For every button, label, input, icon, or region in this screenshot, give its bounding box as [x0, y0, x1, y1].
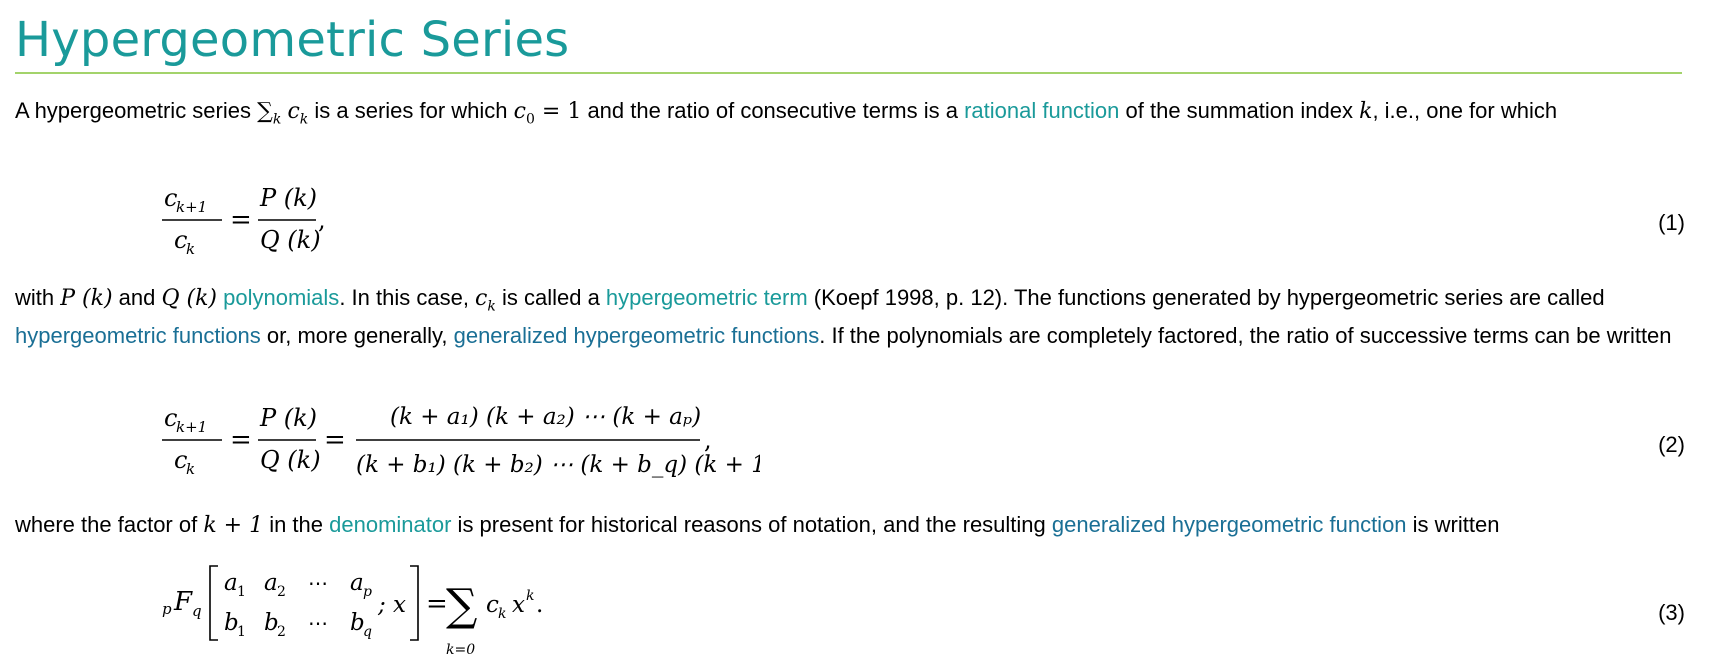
eq3-F: F: [174, 587, 193, 617]
eq3-left-bracket: [210, 566, 218, 640]
eq3-pre-p: p: [162, 600, 172, 618]
eq2-trail: ,: [704, 426, 712, 454]
eq1-num-right: P (k): [260, 184, 318, 212]
eq3-a1-sub: 1: [237, 584, 246, 600]
eq3-a1: a: [224, 570, 238, 596]
equation-number-3: (3): [1658, 600, 1685, 625]
eq3-b2-sub: 2: [277, 624, 286, 640]
title-divider: [15, 72, 1682, 74]
text: where the factor of: [15, 512, 204, 537]
eq3-ap-sub: p: [363, 584, 372, 600]
math-c0: c: [513, 99, 526, 124]
text: in the: [263, 512, 330, 537]
math-k-plus-1: k + 1: [203, 513, 264, 538]
eq1-den-left-sub: k: [186, 240, 196, 258]
equation-3-svg: [160, 564, 620, 666]
math-k: k: [1359, 99, 1373, 124]
eq3-term-c: c: [486, 592, 499, 618]
eq2-den-right: (k + b₁) (k + b₂) ⋯ (k + b_q) (k + 1): [356, 452, 760, 478]
eq2-den-mid: Q (k): [260, 446, 321, 474]
eq3-bq-sub: q: [363, 624, 372, 640]
math-Q-k: Q (k): [161, 286, 218, 311]
eq2-num-left: c: [164, 404, 178, 432]
eq3-bq: b: [350, 610, 365, 636]
link-generalized-hypergeometric-functions[interactable]: generalized hypergeometric functions: [453, 323, 820, 349]
eq2-num-mid: P (k): [260, 404, 318, 432]
eq1-den-left: c: [174, 226, 188, 254]
text: . If the polynomials are completely factored, the ratio of successive terms can be written: [819, 323, 1672, 349]
paragraph-intro: [15, 96, 1695, 134]
text: is a series for which: [308, 98, 514, 123]
eq3-b1-sub: 1: [237, 624, 246, 640]
eq2-equals-1: =: [230, 425, 252, 455]
eq1-trail: ,: [318, 206, 326, 234]
equation-2: [160, 396, 760, 491]
link-denominator[interactable]: denominator: [329, 512, 452, 537]
text: is written: [1406, 512, 1500, 537]
eq1-equals: =: [230, 205, 252, 235]
eq3-a2: a: [264, 570, 278, 596]
eq3-sum-lower: k=0: [446, 642, 476, 658]
math-P-k: P (k): [60, 286, 113, 311]
math-ck: c: [287, 99, 300, 124]
math-sum-symbol: ∑: [257, 99, 273, 124]
paragraph-terms: [15, 283, 1695, 351]
eq2-den-left-sub: k: [186, 460, 196, 478]
eq3-term-x: x: [512, 592, 525, 618]
text: of the summation index: [1119, 98, 1360, 123]
eq1-num-left: c: [164, 184, 178, 212]
link-generalized-hypergeometric-function[interactable]: generalized hypergeometric function: [1051, 512, 1407, 537]
equation-3: [160, 564, 620, 671]
link-rational-function[interactable]: rational function: [964, 98, 1120, 123]
text: is present for historical reasons of notation, and the resulting: [451, 512, 1052, 537]
equation-1-svg: [160, 176, 360, 258]
math-sum-index: k: [272, 111, 282, 128]
text: . In this case,: [339, 285, 476, 310]
eq3-dots-top: ⋯: [308, 571, 328, 595]
eq1-num-left-sub: k+1: [176, 198, 208, 216]
math-ck: c: [475, 286, 488, 311]
math-equals-one: = 1: [534, 99, 582, 124]
equation-number-2: (2): [1658, 432, 1685, 457]
equation-2-svg: [160, 396, 760, 486]
eq3-equals: =: [426, 589, 448, 619]
eq3-semi-x: ; x: [378, 592, 407, 618]
eq3-right-bracket: [410, 566, 418, 640]
eq3-b1: b: [224, 610, 239, 636]
text: is called a: [495, 285, 606, 310]
math-ck-sub: k: [487, 298, 496, 315]
paragraph-notation: [15, 510, 1695, 541]
text: and the ratio of consecutive terms is a: [581, 98, 965, 123]
eq3-ap: a: [350, 570, 364, 596]
page-title: Hypergeometric Series: [15, 12, 570, 68]
eq3-dots-bottom: ⋯: [308, 611, 328, 635]
text: , i.e., one for which: [1372, 98, 1558, 123]
eq3-sum: ∑: [446, 580, 478, 631]
eq2-den-left: c: [174, 446, 188, 474]
link-hypergeometric-term[interactable]: hypergeometric term: [605, 285, 808, 310]
eq2-equals-2: =: [324, 425, 346, 455]
math-c0-sub: 0: [525, 111, 535, 128]
eq2-num-left-sub: k+1: [176, 418, 208, 436]
link-hypergeometric-functions[interactable]: hypergeometric functions: [15, 323, 261, 349]
equation-1: [160, 176, 360, 263]
equation-number-1: (1): [1658, 210, 1685, 235]
math-ck-sub: k: [299, 111, 309, 128]
text: with: [15, 285, 61, 310]
link-polynomials[interactable]: polynomials: [223, 285, 340, 310]
eq3-sub-q: q: [192, 602, 202, 620]
eq3-trail: .: [536, 592, 544, 618]
text: or, more generally,: [260, 323, 454, 349]
text: A hypergeometric series: [15, 98, 258, 123]
eq1-den-right: Q (k): [260, 226, 321, 254]
eq3-term-c-sub: k: [498, 606, 507, 622]
eq3-term-x-sup: k: [526, 588, 535, 604]
eq3-b2: b: [264, 610, 279, 636]
text: (Koepf 1998, p. 12). The functions generated by hypergeometric series are called: [807, 285, 1605, 310]
eq3-a2-sub: 2: [277, 584, 286, 600]
text: and: [112, 285, 162, 310]
eq2-num-right: (k + a₁) (k + a₂) ⋯ (k + aₚ): [390, 404, 702, 430]
